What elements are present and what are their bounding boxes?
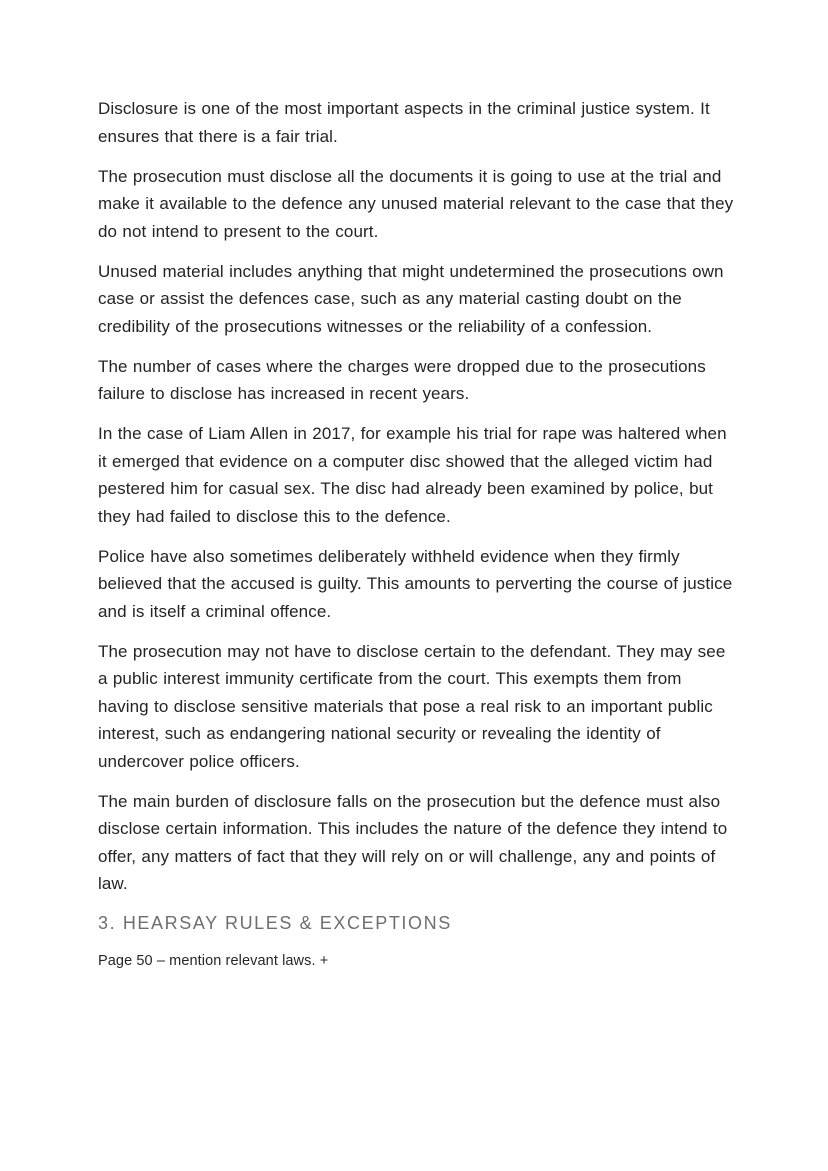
paragraph-prosecution-duty: The prosecution must disclose all the documents it is going to use at the trial and make it available to the defence any unused material relevant to the case that they do not intend to present to the court.: [98, 166, 734, 241]
paragraph-liam-allen-case: In the case of Liam Allen in 2017, for example his trial for rape was haltered when it emerged that evidence on a computer disc showed that the alleged victim had pestered him for casual sex. The disc had already been examined by police, but they had failed to disclose this to the defence.: [98, 424, 727, 526]
paragraph-police-withheld-evidence: Police have also sometimes deliberately withheld evidence when they firmly believed that the accused is guilty. This amounts to perverting the course of justice and is itself a criminal offence.: [98, 546, 733, 621]
paragraph-dropped-charges: The number of cases where the charges were dropped due to the prosecutions failure to disclose has increased in recent years.: [98, 356, 706, 403]
paragraph-public-interest-immunity: The prosecution may not have to disclose certain to the defendant. They may see a public interest immunity certificate from the court. This exempts them from having to disclose sensitive materials that pose a real risk to an important public interest, such as endangering national security or revealing the identity of undercover police officers.: [98, 641, 726, 771]
paragraph-disclosure-intro: Disclosure is one of the most important aspects in the criminal justice system. It ensures that there is a fair trial.: [98, 99, 710, 146]
paragraph-defence-disclosure: The main burden of disclosure falls on the prosecution but the defence must also disclose certain information. This includes the nature of the defence they intend to offer, any matters of fact that they will rely on or will challenge, any and points of law.: [98, 791, 728, 893]
section-heading-hearsay: 3. HEARSAY RULES & EXCEPTIONS: [98, 913, 452, 933]
document-body: [98, 95, 734, 972]
paragraph-unused-material: Unused material includes anything that might undetermined the prosecutions own case or assist the defences case, such as any material casting doubt on the credibility of the prosecutions witnesses or the reliability of a confession.: [98, 261, 724, 336]
note-page-reference: Page 50 – mention relevant laws. +: [98, 953, 329, 969]
